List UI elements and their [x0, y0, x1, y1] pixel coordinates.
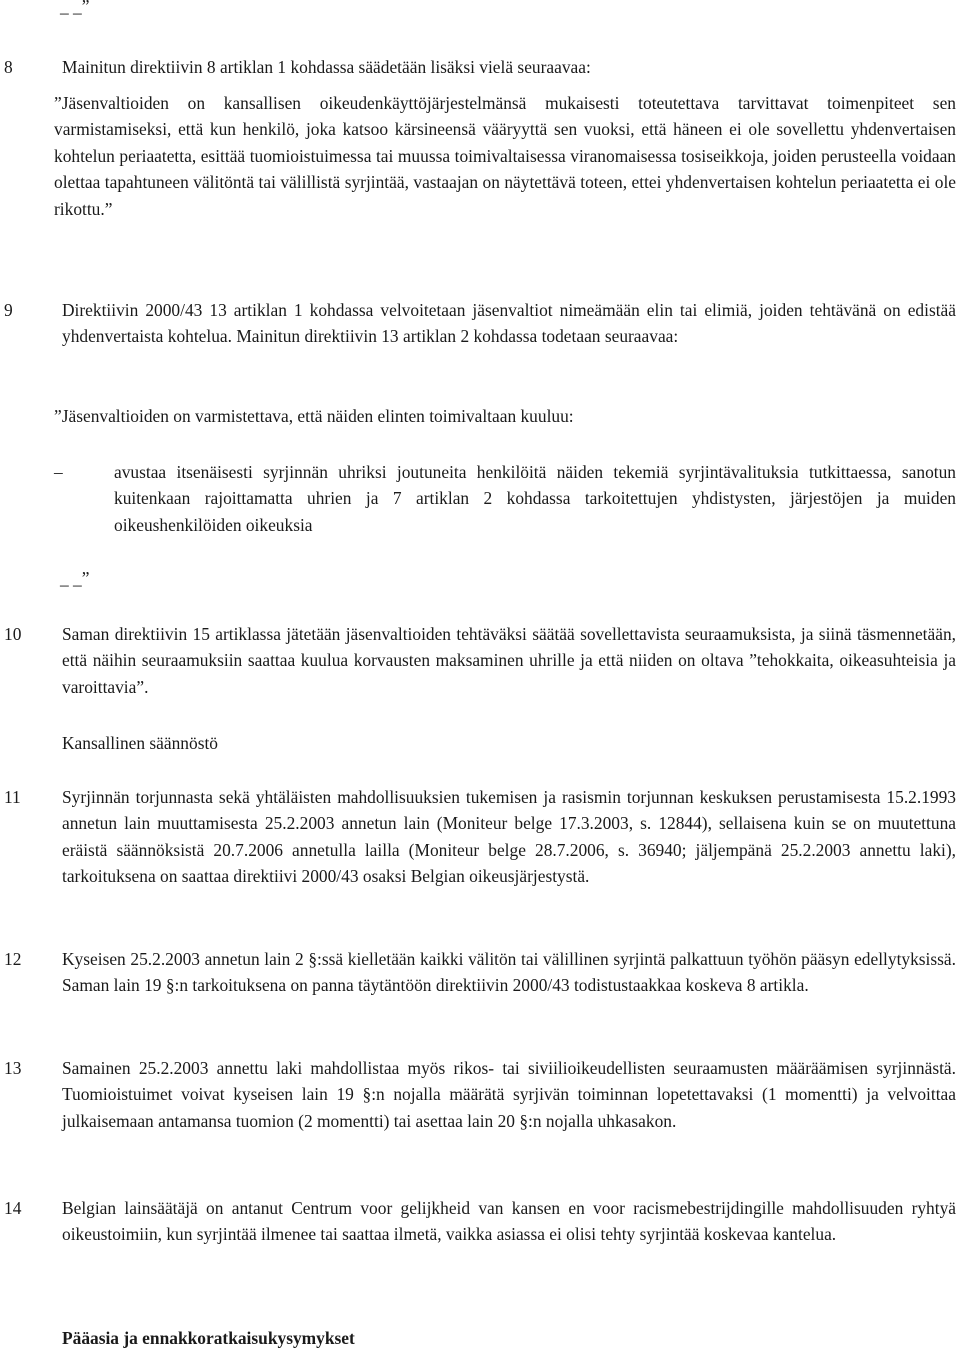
- paragraph-number: 13: [4, 1058, 22, 1078]
- dash-bullet: –: [54, 462, 63, 482]
- paragraph-10: [0, 621, 956, 700]
- section-heading: Pääasia ja ennakkoratkaisukysymykset: [62, 1328, 355, 1348]
- paragraph-text: Mainitun direktiivin 8 artiklan 1 kohdassa säädetään lisäksi vielä seuraavaa:: [62, 57, 591, 77]
- paragraph-number: 8: [4, 57, 13, 77]
- paragraph-14: [0, 1195, 956, 1248]
- paragraph-text: Samainen 25.2.2003 annettu laki mahdollistaa myös rikos- tai siviilioikeudellisten seuraamusten määräämisen syrjinnästä. Tuomioistuimet voivat kyseisen lain 19 §:n nojalla määrätä syrjivän toiminnan lopetettavaksi (1 momentti) ja velvoittaa julkaisemaan antamansa tuomion (2 momentti) tai asettaa lain 20 §:n nojalla uhkasakon.: [62, 1058, 956, 1131]
- paragraph-text: Belgian lainsäätäjä on antanut Centrum voor gelijkheid van kansen en voor racismebestrijdingille mahdollisuuden ryhtyä oikeustoimiin, kun syrjintää ilmenee tai saattaa ilmetä, vaikka asiassa ei olisi tehty syrjintää koskevaa kantelua.: [62, 1198, 956, 1245]
- paragraph-number: 11: [4, 787, 21, 807]
- closing-quote-mark: _ _”: [60, 568, 90, 588]
- dash-list-item: [54, 459, 956, 538]
- paragraph-text: Direktiivin 2000/43 13 artiklan 1 kohdassa velvoitetaan jäsenvaltiot nimeämään elin tai elimiä, joiden tehtävänä on edistää yhdenvertaista kohtelua. Mainitun direktiivin 13 artiklan 2 kohdassa todetaan seuraavaa:: [62, 300, 956, 347]
- closing-quote-mark: _ _”: [60, 0, 90, 16]
- paragraph-text: Kyseisen 25.2.2003 annetun lain 2 §:ssä kielletään kaikki välitön tai välillinen syrjintä palkattuun työhön pääsyn edellytyksissä. Saman lain 19 §:n tarkoituksena on panna täytäntöön direktiivin 2000/43 todistustaakkaa koskeva 8 artikla.: [62, 949, 956, 996]
- paragraph-text: Saman direktiivin 15 artiklassa jätetään jäsenvaltioiden tehtäväksi säätää sovellettavista seuraamuksista, ja siinä täsmennetään, että näihin seuraamuksiin saattaa kuulua korvausten maksaminen uhrille ja että niiden on oltava ”tehokkaita, oikeasuhteisia ja varoittavia”.: [62, 624, 956, 697]
- paragraph-number: 12: [4, 949, 22, 969]
- paragraph-number: 14: [4, 1198, 22, 1218]
- paragraph-9: [0, 297, 956, 350]
- quoted-article-13: ”Jäsenvaltioiden on varmistettava, että näiden elinten toimivaltaan kuuluu:: [54, 406, 574, 426]
- paragraph-text: Syrjinnän torjunnasta sekä yhtäläisten mahdollisuuksien tukemisen ja rasismin torjunnan keskuksen perustamisesta 15.2.1993 annetun lain muuttamisesta 25.2.2003 annetun lain (Moniteur belge 17.3.2003, s. 12844), sellaisena kuin se on muutettuna eräistä säännöksistä 20.7.2006 annetulla lailla (Moniteur belge 28.7.2006, s. 36940; jäljempänä 25.2.2003 annettu laki), tarkoituksena on saattaa direktiivi 2000/43 osaksi Belgian oikeusjärjestystä.: [62, 787, 956, 887]
- paragraph-13: [0, 1055, 956, 1134]
- paragraph-number: 10: [4, 624, 22, 644]
- paragraph-number: 9: [4, 300, 13, 320]
- paragraph-11: [0, 784, 956, 890]
- paragraph-8: [0, 54, 956, 80]
- subheading-national-law: Kansallinen säännöstö: [62, 733, 218, 753]
- dash-list-text: avustaa itsenäisesti syrjinnän uhriksi joutuneita henkilöitä näiden tekemiä syrjintävalituksia tutkittaessa, sanotun kuitenkaan rajoittamatta uhrien ja 7 artiklan 2 kohdassa tarkoitettujen yhdistysten, järjestöjen ja muiden oikeushenkilöiden oikeuksia: [114, 462, 956, 535]
- quoted-article-8: ”Jäsenvaltioiden on kansallisen oikeudenkäyttöjärjestelmänsä mukaisesti toteutettava tarvittavat toimenpiteet sen varmistamiseksi, että kun henkilö, joka katsoo kärsineensä vääryyttä sen vuoksi, että häneen ei ole sovellettu yhdenvertaisen kohtelun periaatetta, esittää tuomioistuimessa tai muussa toimivaltaisessa viranomaisessa tosiseikkoja, joiden perusteella voidaan olettaa tapahtuneen välitöntä tai välillistä syrjintää, vastaajan on näytettävä toteen, ettei yhdenvertaisen kohtelun periaatetta ei ole rikottu.”: [54, 93, 956, 219]
- paragraph-12: [0, 946, 956, 999]
